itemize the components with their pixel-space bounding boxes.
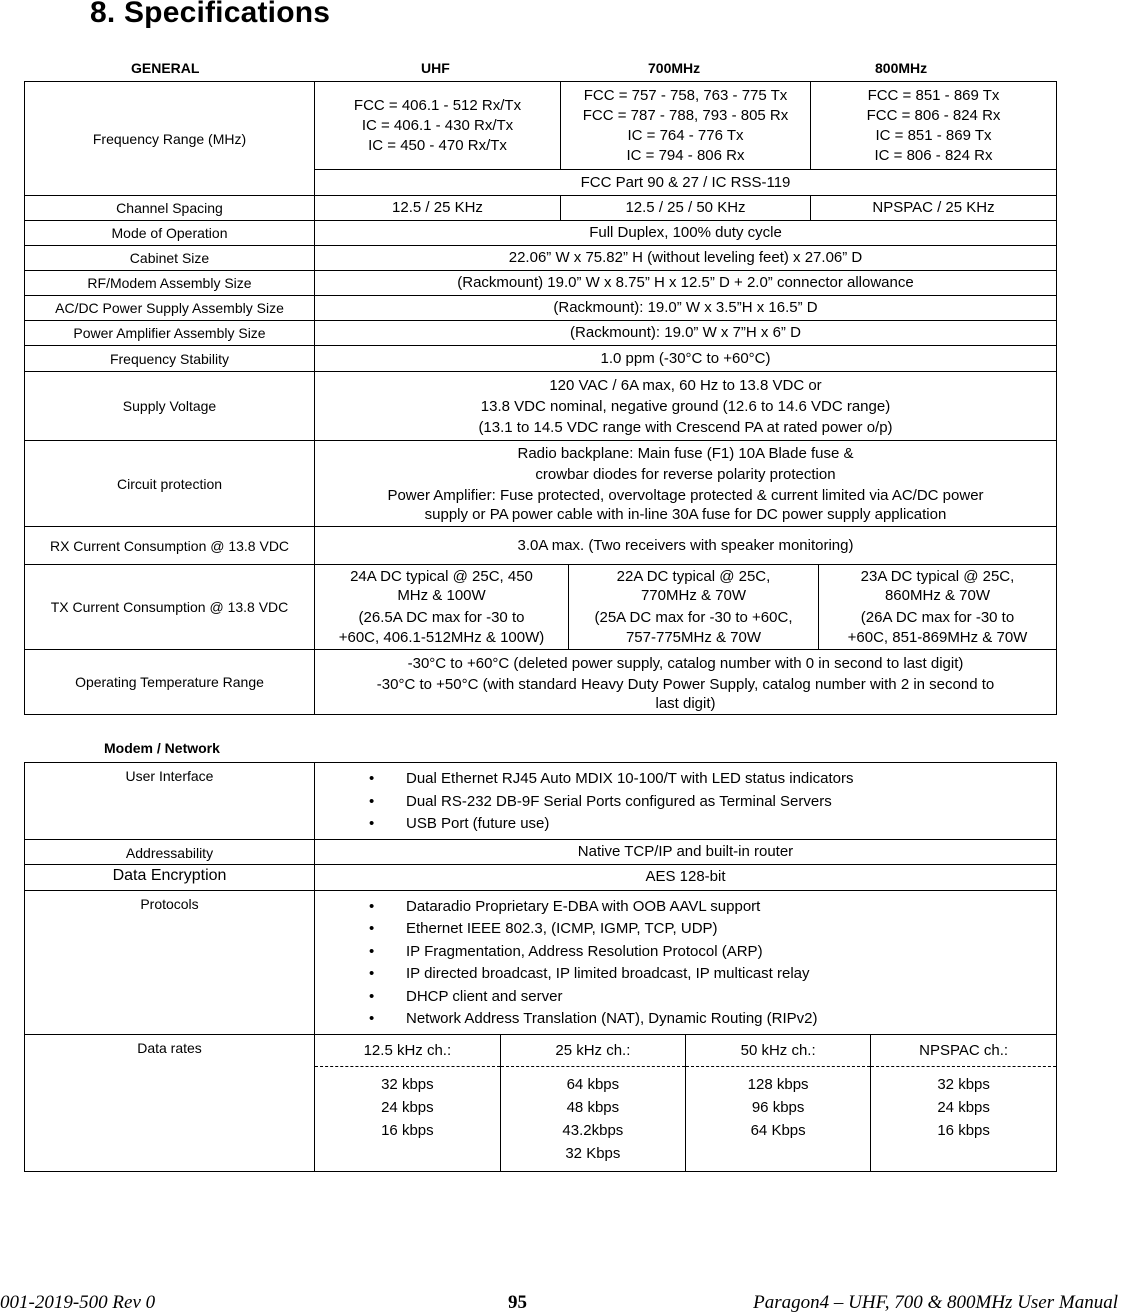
protocol-item: • IP Fragmentation, Address Resolution Protocol (ARP) bbox=[406, 941, 1053, 964]
rate-value: 16 kbps bbox=[937, 1121, 990, 1139]
user-interface-item: • USB Port (future use) bbox=[406, 813, 1053, 836]
pa-label: Power Amplifier Assembly Size bbox=[25, 321, 315, 346]
protocol-item: • Ethernet IEEE 802.3, (ICMP, IGMP, TCP, UDP) bbox=[406, 918, 1053, 941]
freq-uhf-line: IC = 450 - 470 Rx/Tx bbox=[368, 136, 507, 154]
rate-col-head: 50 kHz ch.: bbox=[686, 1035, 871, 1067]
freq-700-line: FCC = 787 - 788, 793 - 805 Rx bbox=[582, 106, 789, 124]
rate-col-head: 25 kHz ch.: bbox=[500, 1035, 685, 1067]
tx-700-line: 770MHz & 70W bbox=[640, 587, 747, 604]
temp-line: last digit) bbox=[655, 694, 716, 712]
freq-800-line: FCC = 851 - 869 Tx bbox=[867, 86, 1000, 104]
data-encryption-value: AES 128-bit bbox=[315, 864, 1057, 890]
tx-800-line: +60C, 851-869MHz & 70W bbox=[847, 629, 1028, 646]
rate-value: 32 kbps bbox=[381, 1075, 434, 1093]
rate-col-head: NPSPAC ch.: bbox=[871, 1035, 1056, 1067]
freq-800-line: FCC = 806 - 824 Rx bbox=[866, 106, 1001, 124]
column-header-800mhz: 800MHz bbox=[875, 60, 928, 76]
supply-line: 13.8 VDC nominal, negative ground (12.6 to 14.6 VDC range) bbox=[480, 397, 891, 415]
freq-700-line: IC = 794 - 806 Rx bbox=[626, 146, 745, 164]
user-interface-item: • Dual Ethernet RJ45 Auto MDIX 10-100/T with LED status indicators bbox=[406, 768, 1053, 791]
supply-value bbox=[315, 372, 1057, 441]
stability-value: 1.0 ppm (-30°C to +60°C) bbox=[315, 346, 1057, 372]
rate-value: 16 kbps bbox=[381, 1121, 434, 1139]
tx-current-label: TX Current Consumption @ 13.8 VDC bbox=[25, 565, 315, 650]
rate-value: 24 kbps bbox=[381, 1098, 434, 1116]
circuit-line: Radio backplane: Main fuse (F1) 10A Blade fuse & bbox=[517, 445, 854, 462]
user-interface-item: • Dual RS-232 DB-9F Serial Ports configured as Terminal Servers bbox=[406, 791, 1053, 814]
addressability-label: Addressability bbox=[25, 839, 315, 864]
column-header-700mhz: 700MHz bbox=[648, 60, 701, 76]
circuit-line: Power Amplifier: Fuse protected, overvoltage protected & current limited via AC/DC power bbox=[387, 487, 984, 504]
data-rates-value bbox=[315, 1034, 1057, 1171]
protocols-value bbox=[315, 890, 1057, 1034]
rate-value: 24 kbps bbox=[937, 1098, 990, 1116]
supply-line: 120 VAC / 6A max, 60 Hz to 13.8 VDC or bbox=[549, 376, 822, 394]
footer-doc-number: 001-2019-500 Rev 0 bbox=[0, 1292, 156, 1313]
protocols-label: Protocols bbox=[25, 890, 315, 1034]
mode-value: Full Duplex, 100% duty cycle bbox=[315, 221, 1057, 246]
circuit-line: crowbar diodes for reverse polarity protection bbox=[535, 466, 836, 483]
footer-page-number: 95 bbox=[508, 1292, 527, 1313]
protocol-item: • Network Address Translation (NAT), Dynamic Routing (RIPv2) bbox=[406, 1008, 1053, 1031]
rate-col-values bbox=[500, 1066, 685, 1171]
circuit-line: supply or PA power cable with in-line 30A fuse for DC power supply application bbox=[424, 506, 947, 523]
supply-label: Supply Voltage bbox=[25, 372, 315, 441]
channel-spacing-700: 12.5 / 25 / 50 KHz bbox=[561, 196, 811, 221]
tx-700-line: (25A DC max for -30 to +60C, bbox=[594, 609, 793, 626]
network-spec-table bbox=[24, 762, 1057, 1172]
user-interface-label: User Interface bbox=[25, 763, 315, 840]
rfmodem-value: (Rackmount) 19.0” W x 8.75” H x 12.5” D + 2.0” connector allowance bbox=[315, 271, 1057, 296]
tx-uhf-line: MHz & 100W bbox=[397, 587, 486, 604]
acdc-value: (Rackmount): 19.0” W x 3.5”H x 16.5” D bbox=[315, 296, 1057, 321]
freq-uhf-line: FCC = 406.1 - 512 Rx/Tx bbox=[353, 96, 522, 114]
tx-uhf-line: (26.5A DC max for -30 to bbox=[358, 609, 525, 626]
tx-800-line: 860MHz & 70W bbox=[884, 587, 991, 604]
rate-value: 64 Kbps bbox=[750, 1121, 806, 1139]
tx-700-line: 22A DC typical @ 25C, bbox=[616, 568, 771, 585]
addressability-value: Native TCP/IP and built-in router bbox=[315, 839, 1057, 864]
rx-current-value: 3.0A max. (Two receivers with speaker monitoring) bbox=[315, 527, 1057, 565]
freq-700-line: FCC = 757 - 758, 763 - 775 Tx bbox=[583, 86, 788, 104]
tx-700-line: 757-775MHz & 70W bbox=[625, 629, 762, 646]
circuit-label: Circuit protection bbox=[25, 441, 315, 527]
temp-range-label: Operating Temperature Range bbox=[25, 650, 315, 715]
rate-value: 48 kbps bbox=[566, 1098, 620, 1116]
general-spec-table bbox=[24, 81, 1057, 715]
modem-network-heading: Modem / Network bbox=[104, 740, 220, 756]
channel-spacing-label: Channel Spacing bbox=[25, 196, 315, 221]
column-header-general: GENERAL bbox=[131, 60, 200, 76]
channel-spacing-800: NPSPAC / 25 KHz bbox=[811, 196, 1057, 221]
cabinet-label: Cabinet Size bbox=[25, 246, 315, 271]
rate-value: 96 kbps bbox=[751, 1098, 805, 1116]
temp-range-value bbox=[315, 650, 1057, 715]
tx-uhf-line: 24A DC typical @ 25C, 450 bbox=[350, 568, 533, 585]
freq-uhf bbox=[315, 82, 561, 170]
cabinet-value: 22.06” W x 75.82” H (without leveling feet) x 27.06” D bbox=[315, 246, 1057, 271]
supply-line: (13.1 to 14.5 VDC range with Crescend PA at rated power o/p) bbox=[478, 418, 893, 436]
rate-col-values bbox=[871, 1066, 1056, 1171]
rate-col-values bbox=[315, 1066, 500, 1171]
user-interface-value bbox=[315, 763, 1057, 840]
rx-current-label: RX Current Consumption @ 13.8 VDC bbox=[25, 527, 315, 565]
freq-800 bbox=[811, 82, 1057, 170]
rate-value: 128 kbps bbox=[747, 1075, 809, 1093]
tx-current-800 bbox=[819, 565, 1057, 650]
footer-manual-title: Paragon4 – UHF, 700 & 800MHz User Manual bbox=[753, 1292, 1118, 1313]
page-title: 8. Specifications bbox=[90, 0, 331, 29]
temp-line: -30°C to +60°C (deleted power supply, catalog number with 0 in second to last digit) bbox=[407, 654, 964, 672]
tx-800-line: 23A DC typical @ 25C, bbox=[860, 568, 1015, 585]
tx-current-uhf bbox=[315, 565, 569, 650]
rfmodem-label: RF/Modem Assembly Size bbox=[25, 271, 315, 296]
stability-label: Frequency Stability bbox=[25, 346, 315, 372]
freq-800-line: IC = 851 - 869 Tx bbox=[875, 126, 992, 144]
circuit-value bbox=[315, 441, 1057, 527]
pa-value: (Rackmount): 19.0” W x 7”H x 6” D bbox=[315, 321, 1057, 346]
protocol-item: • DHCP client and server bbox=[406, 986, 1053, 1009]
freq-800-line: IC = 806 - 824 Rx bbox=[874, 146, 993, 164]
temp-line: -30°C to +50°C (with standard Heavy Duty Power Supply, catalog number with 2 in second to bbox=[376, 675, 995, 693]
rate-value: 64 kbps bbox=[566, 1075, 620, 1093]
protocol-item: • Dataradio Proprietary E-DBA with OOB AAVL support bbox=[406, 896, 1053, 919]
data-rates-label: Data rates bbox=[25, 1034, 315, 1171]
rate-value: 43.2kbps bbox=[562, 1121, 624, 1139]
tx-current-700 bbox=[569, 565, 819, 650]
data-encryption-label: Data Encryption bbox=[25, 864, 315, 890]
acdc-label: AC/DC Power Supply Assembly Size bbox=[25, 296, 315, 321]
channel-spacing-uhf: 12.5 / 25 KHz bbox=[315, 196, 561, 221]
data-rates-grid bbox=[315, 1035, 1056, 1171]
rate-col-values bbox=[686, 1066, 871, 1171]
column-header-uhf: UHF bbox=[421, 60, 450, 76]
rate-value: 32 kbps bbox=[937, 1075, 990, 1093]
freq-uhf-line: IC = 406.1 - 430 Rx/Tx bbox=[361, 116, 514, 134]
rate-value: 32 Kbps bbox=[565, 1144, 621, 1162]
freq-700 bbox=[561, 82, 811, 170]
mode-label: Mode of Operation bbox=[25, 221, 315, 246]
protocol-item: • IP directed broadcast, IP limited broadcast, IP multicast relay bbox=[406, 963, 1053, 986]
freq-fcc-part: FCC Part 90 & 27 / IC RSS-119 bbox=[315, 170, 1057, 196]
freq-700-line: IC = 764 - 776 Tx bbox=[627, 126, 744, 144]
tx-800-line: (26A DC max for -30 to bbox=[860, 609, 1015, 626]
rate-col-head: 12.5 kHz ch.: bbox=[315, 1035, 500, 1067]
tx-uhf-line: +60C, 406.1-512MHz & 100W) bbox=[338, 629, 545, 646]
freq-range-label: Frequency Range (MHz) bbox=[25, 82, 315, 196]
